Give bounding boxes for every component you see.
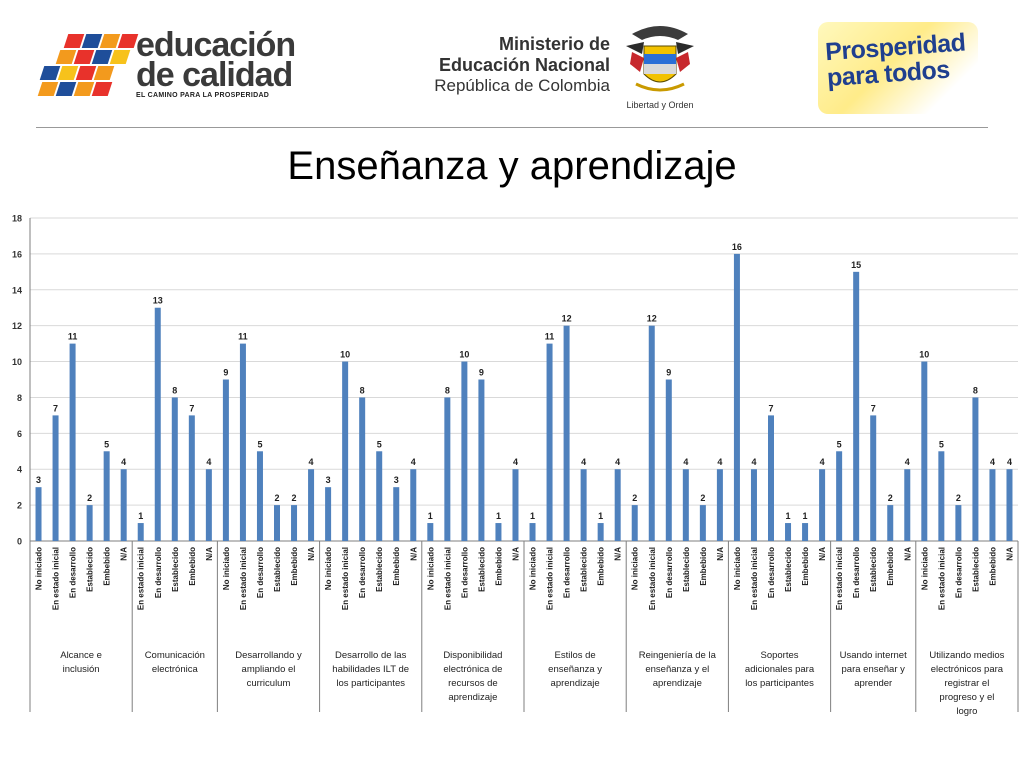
data-label: 4 — [683, 457, 689, 468]
data-label: 8 — [972, 385, 978, 396]
data-label: 11 — [67, 331, 78, 342]
bar — [495, 523, 501, 541]
category-label: Embebido — [886, 547, 896, 586]
category-label: En desarrollo — [68, 547, 78, 599]
data-label: 4 — [1006, 457, 1012, 468]
bar — [649, 326, 655, 541]
bar — [206, 469, 212, 541]
bar — [308, 469, 314, 541]
bar — [410, 469, 416, 541]
bar — [87, 505, 93, 541]
bar — [530, 523, 536, 541]
bar — [598, 523, 604, 541]
data-label: 1 — [785, 511, 791, 522]
data-label: 11 — [238, 331, 248, 342]
category-label: No iniciado — [528, 547, 538, 591]
data-label: 15 — [851, 259, 862, 270]
data-label: 7 — [768, 403, 774, 414]
data-label: 4 — [308, 457, 314, 468]
bar — [887, 505, 893, 541]
category-label: En estado inicial — [136, 547, 146, 611]
data-label: 1 — [598, 511, 604, 522]
ministry-line1: Ministerio de — [498, 34, 610, 54]
data-label: 1 — [530, 511, 536, 522]
data-label: 10 — [919, 349, 930, 360]
data-label: 7 — [870, 403, 876, 414]
bar — [853, 272, 859, 541]
category-label: No iniciado — [426, 547, 436, 591]
y-tick-label: 14 — [11, 285, 22, 296]
category-label: En desarrollo — [664, 547, 674, 599]
data-label: 9 — [223, 367, 229, 378]
group-label: Desarrollo de las habilidades ILT de los participantes — [332, 650, 410, 689]
group-label: Comunicación electrónica — [144, 650, 205, 675]
category-label: En desarrollo — [954, 547, 964, 599]
category-label: Embebido — [290, 547, 300, 586]
bar — [342, 362, 348, 541]
bar — [155, 308, 161, 541]
category-label: En desarrollo — [767, 547, 776, 599]
y-tick-label: 18 — [11, 213, 22, 224]
data-label: 9 — [666, 367, 672, 378]
data-label: 4 — [581, 457, 587, 468]
category-label: En estado inicial — [51, 547, 61, 611]
data-label: 10 — [340, 349, 351, 360]
category-label: Embebido — [801, 547, 811, 586]
bar — [632, 505, 638, 541]
group-label: Estilos de enseñanza y aprendizaje — [548, 650, 603, 689]
data-label: 2 — [291, 493, 297, 504]
bar — [802, 523, 808, 541]
data-label: 5 — [104, 439, 110, 450]
data-label: 4 — [615, 457, 621, 468]
category-label: Embebido — [698, 547, 708, 586]
data-label: 4 — [751, 457, 757, 468]
category-label: En estado inicial — [937, 547, 947, 611]
category-label: N/A — [204, 547, 214, 561]
header-divider — [36, 127, 988, 128]
ministry-logo-text — [414, 34, 610, 96]
bar — [359, 397, 365, 541]
ministry-line2: Educación Nacional — [438, 55, 610, 75]
data-label: 2 — [700, 493, 706, 504]
bar — [564, 326, 570, 541]
group-label: Reingeniería de la enseñanza y el aprendizaje — [638, 650, 716, 689]
category-label: No iniciado — [920, 547, 930, 591]
data-label: 4 — [989, 457, 995, 468]
bar — [427, 523, 433, 541]
category-label: Establecido — [971, 547, 981, 592]
group-label: Disponibilidad electrónica de recursos de aprendizaje — [443, 650, 503, 703]
category-label: Establecido — [681, 547, 691, 592]
data-label: 5 — [836, 439, 842, 450]
data-label: 4 — [819, 457, 825, 468]
y-tick-label: 4 — [16, 464, 22, 475]
category-label: No iniciado — [630, 547, 640, 591]
category-label: En desarrollo — [562, 547, 572, 599]
bar — [240, 344, 246, 541]
category-label: En estado inicial — [341, 547, 351, 611]
cubes-logo-icon — [36, 32, 132, 100]
category-label: N/A — [409, 547, 419, 561]
category-label: En desarrollo — [255, 547, 265, 599]
group-label: Alcance e inclusión — [60, 650, 102, 675]
category-label: En estado inicial — [238, 547, 248, 611]
bar — [172, 397, 178, 541]
category-label: En estado inicial — [835, 547, 845, 611]
category-label: No iniciado — [221, 547, 231, 591]
data-label: 9 — [478, 367, 484, 378]
data-label: 5 — [376, 439, 382, 450]
bar — [836, 451, 842, 541]
ministry-motto: Libertad y Orden — [626, 100, 694, 110]
data-label: 3 — [325, 475, 331, 486]
bar — [393, 487, 399, 541]
category-label: N/A — [903, 547, 913, 561]
bar — [376, 451, 382, 541]
data-label: 1 — [138, 511, 144, 522]
bar — [325, 487, 331, 541]
y-tick-label: 2 — [16, 500, 22, 511]
category-label: No iniciado — [732, 547, 742, 591]
data-label: 8 — [359, 385, 365, 396]
bar — [512, 469, 518, 541]
category-label: Embebido — [494, 547, 504, 586]
data-label: 3 — [36, 475, 42, 486]
category-label: No iniciado — [324, 547, 334, 591]
category-label: Establecido — [869, 547, 879, 592]
data-label: 7 — [53, 403, 59, 414]
data-label: 2 — [632, 493, 638, 504]
bar — [615, 469, 621, 541]
bar — [921, 362, 927, 541]
bar-chart — [0, 200, 1024, 720]
group-label: Soportes adicionales para los participantes — [744, 650, 815, 689]
data-label: 12 — [646, 313, 657, 324]
category-label: N/A — [511, 547, 521, 561]
category-label: En desarrollo — [153, 547, 163, 599]
category-label: En desarrollo — [852, 547, 862, 599]
data-label: 10 — [459, 349, 470, 360]
category-label: Embebido — [102, 547, 112, 586]
bar — [734, 254, 740, 541]
category-label: Establecido — [170, 547, 180, 592]
bar — [444, 397, 450, 541]
category-label: N/A — [307, 547, 317, 561]
bar — [938, 451, 944, 541]
data-label: 4 — [410, 457, 416, 468]
prosperity-line1: Prosperidad — [824, 28, 967, 67]
group-label: Usando internet para enseñar y aprender — [839, 650, 907, 689]
data-label: 1 — [427, 511, 433, 522]
slide-title: Enseñanza y aprendizaje — [287, 144, 737, 188]
data-label: 5 — [938, 439, 944, 450]
bar — [461, 362, 467, 541]
prosperity-line2: para todos — [826, 55, 951, 93]
category-label: En estado inicial — [749, 547, 759, 611]
prosperidad-para-todos-logo — [824, 29, 977, 91]
bar — [547, 344, 553, 541]
category-label: Embebido — [187, 547, 197, 586]
category-label: En estado inicial — [443, 547, 453, 611]
data-label: 13 — [152, 295, 163, 306]
bar — [104, 451, 110, 541]
category-label: En desarrollo — [358, 547, 368, 599]
category-label: Establecido — [579, 547, 589, 592]
bar — [1006, 469, 1012, 541]
data-label: 2 — [274, 493, 280, 504]
y-tick-label: 6 — [16, 428, 22, 439]
category-label: En desarrollo — [460, 547, 470, 599]
data-label: 12 — [561, 313, 572, 324]
bar — [478, 380, 484, 542]
category-label: N/A — [613, 547, 623, 561]
data-label: 8 — [172, 385, 178, 396]
bar — [189, 415, 195, 541]
bar — [989, 469, 995, 541]
data-label: 2 — [887, 493, 893, 504]
bar — [700, 505, 706, 541]
bar — [904, 469, 910, 541]
bar — [223, 380, 229, 542]
bar — [666, 380, 672, 542]
data-label: 2 — [87, 493, 93, 504]
education-logo-line2: de calidad — [136, 56, 293, 94]
education-logo-tagline: EL CAMINO PARA LA PROSPERIDAD — [136, 92, 270, 99]
data-label: 2 — [955, 493, 961, 504]
bar — [70, 344, 76, 541]
bar — [751, 469, 757, 541]
y-tick-label: 8 — [16, 392, 22, 403]
data-label: 8 — [444, 385, 450, 396]
category-label: En estado inicial — [545, 547, 555, 611]
slide-header — [0, 0, 1024, 130]
bar — [870, 415, 876, 541]
category-label: N/A — [818, 547, 828, 561]
category-label: Establecido — [85, 547, 95, 592]
bar — [274, 505, 280, 541]
data-label: 1 — [802, 511, 808, 522]
education-logo-line1: educación — [136, 26, 296, 64]
category-label: Establecido — [784, 547, 794, 592]
data-label: 5 — [257, 439, 263, 450]
data-label: 16 — [731, 241, 742, 252]
group-label: Utilizando medios electrónicos para registrar el progreso y el logro — [929, 650, 1005, 717]
bar — [36, 487, 42, 541]
category-label: N/A — [119, 547, 129, 561]
category-label: En estado inicial — [647, 547, 657, 611]
bar — [683, 469, 689, 541]
y-tick-label: 0 — [16, 536, 22, 547]
data-label: 7 — [189, 403, 195, 414]
bar — [955, 505, 961, 541]
category-label: Embebido — [392, 547, 402, 586]
bar — [819, 469, 825, 541]
category-label: N/A — [715, 547, 725, 561]
category-label: Establecido — [375, 547, 385, 592]
category-label: Establecido — [273, 547, 282, 592]
bar — [257, 451, 263, 541]
bar — [717, 469, 723, 541]
y-tick-label: 16 — [11, 249, 22, 260]
data-label: 4 — [121, 457, 127, 468]
data-label: 4 — [206, 457, 212, 468]
ministry-line3: República de Colombia — [434, 76, 610, 95]
data-label: 11 — [544, 331, 555, 342]
y-tick-label: 10 — [11, 357, 22, 368]
group-label: Desarrollando y ampliando el curriculum — [235, 650, 302, 689]
bar — [972, 397, 978, 541]
y-tick-label: 12 — [11, 321, 22, 332]
bar — [138, 523, 144, 541]
data-label: 3 — [393, 475, 399, 486]
educacion-de-calidad-logo — [36, 28, 306, 104]
data-label: 4 — [904, 457, 910, 468]
category-label: N/A — [1005, 547, 1015, 561]
data-label: 1 — [495, 511, 501, 522]
data-label: 4 — [512, 457, 518, 468]
bar — [53, 415, 59, 541]
bar — [121, 469, 127, 541]
bar — [581, 469, 587, 541]
category-label: Embebido — [596, 547, 606, 586]
data-label: 4 — [717, 457, 723, 468]
category-label: Embebido — [988, 547, 998, 586]
bar — [785, 523, 791, 541]
bar — [291, 505, 297, 541]
bar — [768, 415, 774, 541]
category-label: Establecido — [477, 547, 487, 592]
category-label: No iniciado — [34, 547, 44, 591]
